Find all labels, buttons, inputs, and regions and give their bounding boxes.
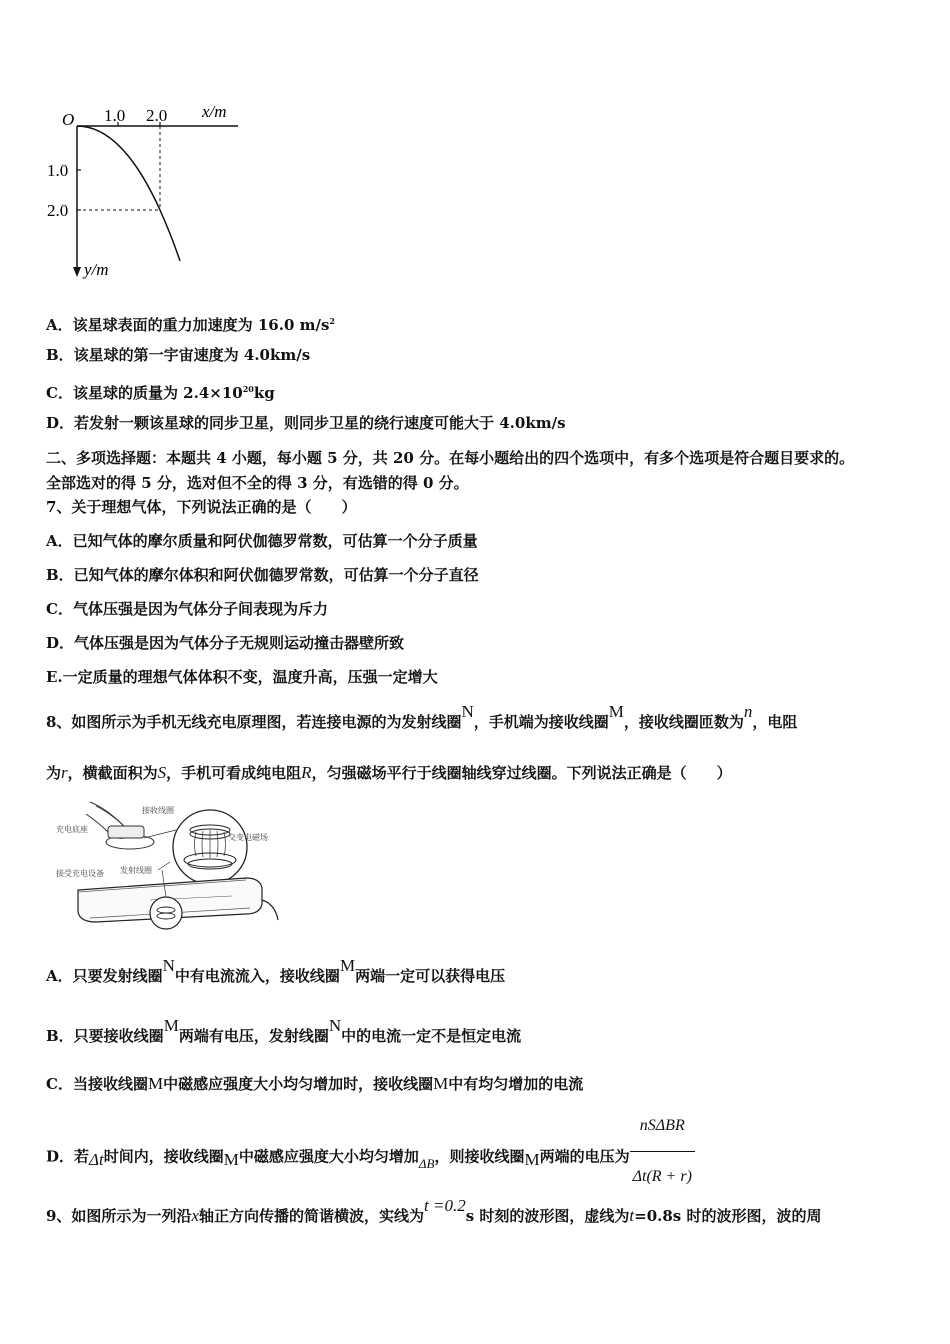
label-charger-base: 充电底座 bbox=[56, 825, 88, 834]
q7-option-a: A．已知气体的摩尔质量和阿伏伽德罗常数，可估算一个分子质量 bbox=[46, 532, 478, 550]
q7-stem: 7、关于理想气体，下列说法正确的是（ ） bbox=[46, 498, 357, 516]
q7-option-d: D．气体压强是因为气体分子无规则运动撞击器壁所致 bbox=[46, 634, 405, 652]
q6-option-c: C．该星球的质量为 $2.4\times 10^{20}kg$ bbox=[46, 384, 275, 402]
q8-option-c: C．当接收线圈M中磁感应强度大小均匀增加时，接收线圈M中有均匀增加的电流 bbox=[46, 1074, 584, 1093]
label-receive-coil: 接收线圈 bbox=[142, 806, 174, 815]
y-tick-1: 1.0 bbox=[47, 161, 69, 180]
q9-stem: 9、如图所示为一列沿x轴正方向传播的简谐横波，实线为t =0.2s 时刻的波形图，虚线为t=0.8s 时的波形图，波的周 bbox=[46, 1196, 822, 1225]
q7-option-e: E.一定质量的理想气体体积不变，温度升高，压强一定增大 bbox=[46, 668, 438, 686]
voltage-fraction: $\frac{\text{nSΔBR}}{\Delta t(R + r)}$ bbox=[630, 1102, 695, 1201]
q8-option-a: A．只要发射线圈N中有电流流入，接收线圈M两端一定可以获得电压 bbox=[46, 956, 506, 985]
trajectory-graph bbox=[40, 95, 260, 285]
power-cable bbox=[262, 900, 278, 920]
section2-line1: 二、多项选择题：本题共 4 小题，每小题 5 分，共 20 分。在每小题给出的四个选项中，有多个选项是符合题目要求的。 bbox=[46, 449, 855, 467]
y-axis-label: y/m bbox=[84, 260, 109, 279]
q8-option-b: B．只要接收线圈M两端有电压，发射线圈N中的电流一定不是恒定电流 bbox=[46, 1016, 522, 1045]
x-tick-1: 1.0 bbox=[104, 106, 126, 125]
q6-option-a: A．该星球表面的重力加速度为 16.0 $m/s^2$ bbox=[46, 316, 335, 334]
q8-stem-line1: 8、如图所示为手机无线充电原理图，若连接电源的为发射线圈N，手机端为接收线圈M，接收线圈匝数为n，电阻 bbox=[46, 702, 798, 731]
x-axis-label: x/m bbox=[202, 102, 227, 121]
label-transmit-coil: 发射线圈 bbox=[120, 866, 152, 875]
q8-option-d: D．若Δt时间内，接收线圈M中磁感应强度大小均匀增加ΔB，则接收线圈M两端的电压为 $\frac{\text{nSΔBR}}{\Delta t(R + r)}$ bbox=[46, 1108, 695, 1207]
y-tick-2: 2.0 bbox=[47, 201, 69, 220]
q6-option-d: D．若发射一颗该星球的同步卫星，则同步卫星的绕行速度可能大于 4.0km/s bbox=[46, 414, 566, 432]
small-phone bbox=[108, 826, 144, 838]
label-device: 接受充电设备 bbox=[56, 869, 104, 878]
section2-line2: 全部选对的得 5 分，选对但不全的得 3 分，有选错的得 0 分。 bbox=[46, 474, 469, 492]
y-axis-arrow bbox=[73, 267, 81, 277]
wireless-charging-figure bbox=[50, 800, 280, 940]
x-tick-2: 2.0 bbox=[146, 106, 168, 125]
label-field: 交变电磁场 bbox=[228, 833, 268, 842]
q7-option-b: B．已知气体的摩尔体积和阿伏伽德罗常数，可估算一个分子直径 bbox=[46, 566, 479, 584]
q7-option-c: C．气体压强是因为气体分子间表现为斥力 bbox=[46, 600, 328, 618]
origin-label: O bbox=[62, 110, 75, 129]
parabola-curve bbox=[77, 126, 180, 261]
q8-stem-line2: 为r，横截面积为S，手机可看成纯电阻R，匀强磁场平行于线圈轴线穿过线圈。下列说法正确是（ ） bbox=[46, 763, 732, 782]
q6-option-b: B．该星球的第一宇宙速度为 4.0km/s bbox=[46, 346, 311, 364]
